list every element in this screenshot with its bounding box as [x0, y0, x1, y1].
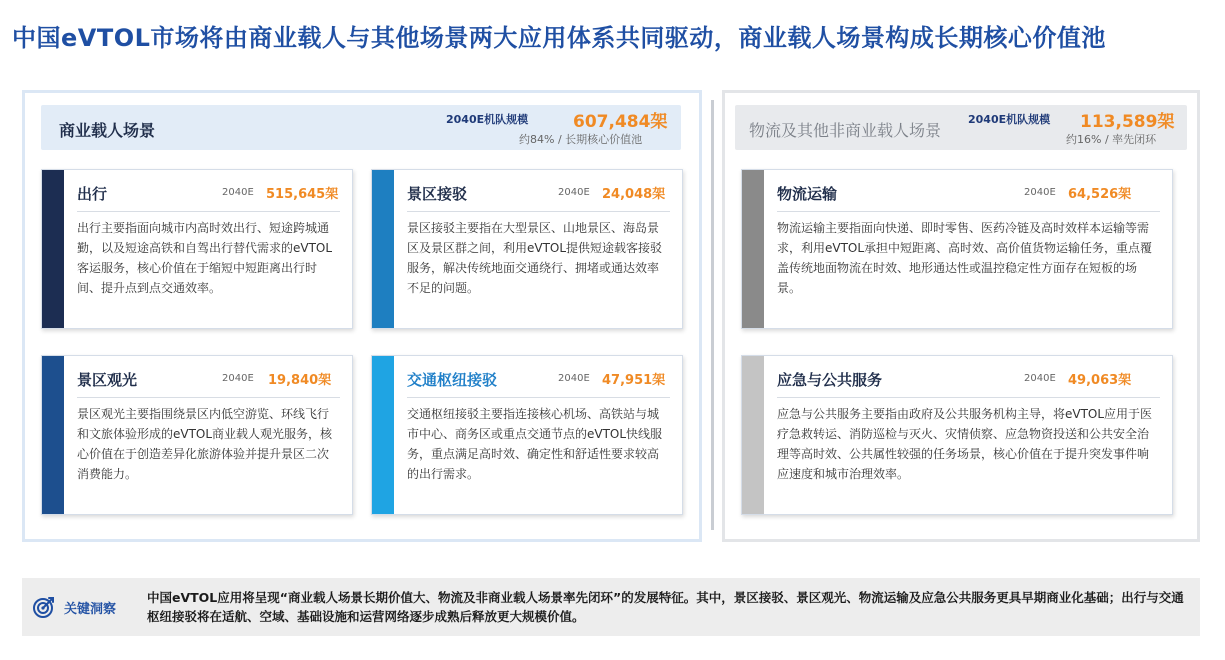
card-accent-bar [742, 170, 764, 328]
card-accent-bar [742, 356, 764, 514]
card-divider [777, 211, 1160, 212]
key-insight-text: 中国eVTOL应用将呈现“商业载人场景长期价值大、物流及非商业载人场景率先闭环”的发展特征。其中，景区接驳、景区观光、物流运输及应急公共服务更具早期商业化基础；出行与交通枢纽接驳将在适航、空域、基础设施和运营网络逐步成熟后释放更大规模价值。 [147, 590, 1184, 624]
card-accent-bar [372, 356, 394, 514]
card-year: 2040E [222, 187, 254, 198]
logistics-other-panel [722, 90, 1200, 542]
commercial-panel-title: 商业载人场景 [59, 121, 156, 140]
card-hub-shuttle [371, 355, 683, 515]
commercial-fleet-note: 约84% / 长期核心价值池 [519, 133, 643, 146]
card-scenic-sightseeing [41, 355, 353, 515]
panel-divider [711, 100, 714, 530]
card-logistics [741, 169, 1173, 329]
card-divider [77, 211, 340, 212]
card-accent-bar [372, 170, 394, 328]
card-title: 景区观光 [77, 371, 138, 389]
card-scenic-shuttle [371, 169, 683, 329]
card-accent-bar [42, 170, 64, 328]
page-title: 中国eVTOL市场将由商业载人与其他场景两大应用体系共同驱动，商业载人场景构成长期核心价值池 [12, 24, 1106, 52]
card-divider [407, 211, 670, 212]
commercial-fleet-label: 2040E机队规模 [446, 113, 529, 126]
card-fleet-value: 64,526架 [1068, 187, 1132, 202]
card-description: 景区观光主要指围绕景区内低空游览、环线飞行和文旅体验形成的eVTOL商业载人观光服务，核心价值在于创造差异化旅游体验并提升景区二次消费能力。 [77, 407, 333, 481]
card-description: 交通枢纽接驳主要指连接核心机场、高铁站与城市中心、商务区或重点交通节点的eVTOL快线服务，重点满足高时效、确定性和舒适性要求较高的出行需求。 [407, 407, 663, 481]
card-title: 出行 [77, 185, 108, 203]
card-fleet-value: 47,951架 [602, 373, 666, 388]
logistics-fleet-label: 2040E机队规模 [968, 113, 1051, 126]
card-divider [777, 397, 1160, 398]
card-year: 2040E [1024, 187, 1056, 198]
logistics-fleet-note: 约16% / 率先闭环 [1066, 133, 1157, 146]
card-fleet-value: 49,063架 [1068, 373, 1132, 388]
commercial-passenger-panel [22, 90, 702, 542]
card-fleet-value: 515,645架 [266, 187, 339, 202]
card-divider [407, 397, 670, 398]
card-travel [41, 169, 353, 329]
card-title: 交通枢纽接驳 [407, 371, 498, 389]
target-icon [32, 595, 56, 619]
card-description: 物流运输主要指面向快递、即时零售、医药冷链及高时效样本运输等需求，利用eVTOL承担中短距离、高时效、高价值货物运输任务，重点覆盖传统地面物流在时效、地形通达性或温控稳定性方面存在短板的场景。 [777, 221, 1153, 295]
card-year: 2040E [558, 187, 590, 198]
key-insight-box [22, 578, 1200, 636]
card-divider [77, 397, 340, 398]
logistics-panel-header [735, 105, 1187, 150]
card-description: 出行主要指面向城市内高时效出行、短途跨城通勤，以及短途高铁和自驾出行替代需求的eVTOL客运服务，核心价值在于缩短中短距离出行时间、提升点到点交通效率。 [77, 221, 333, 295]
logistics-panel-title: 物流及其他非商业载人场景 [749, 121, 942, 140]
logistics-fleet-value: 113,589架 [1080, 112, 1175, 132]
card-accent-bar [42, 356, 64, 514]
card-year: 2040E [1024, 373, 1056, 384]
card-fleet-value: 24,048架 [602, 187, 666, 202]
commercial-fleet-value: 607,484架 [573, 112, 668, 132]
card-description: 景区接驳主要指在大型景区、山地景区、海岛景区及景区群之间，利用eVTOL提供短途载客接驳服务，解决传统地面交通绕行、拥堵或通达效率不足的问题。 [407, 221, 663, 295]
card-year: 2040E [558, 373, 590, 384]
card-emergency-public [741, 355, 1173, 515]
card-title: 景区接驳 [407, 185, 468, 203]
card-title: 应急与公共服务 [777, 371, 883, 389]
key-insight-label: 关键洞察 [64, 602, 117, 617]
card-title: 物流运输 [777, 185, 838, 203]
card-description: 应急与公共服务主要指由政府及公共服务机构主导，将eVTOL应用于医疗急救转运、消防巡检与灭火、灾情侦察、应急物资投送和公共安全治理等高时效、公共属性较强的任务场景，核心价值在于提升突发事件响应速度和城市治理效率。 [777, 407, 1153, 481]
card-fleet-value: 19,840架 [268, 373, 332, 388]
commercial-panel-header [41, 105, 681, 150]
card-year: 2040E [222, 373, 254, 384]
